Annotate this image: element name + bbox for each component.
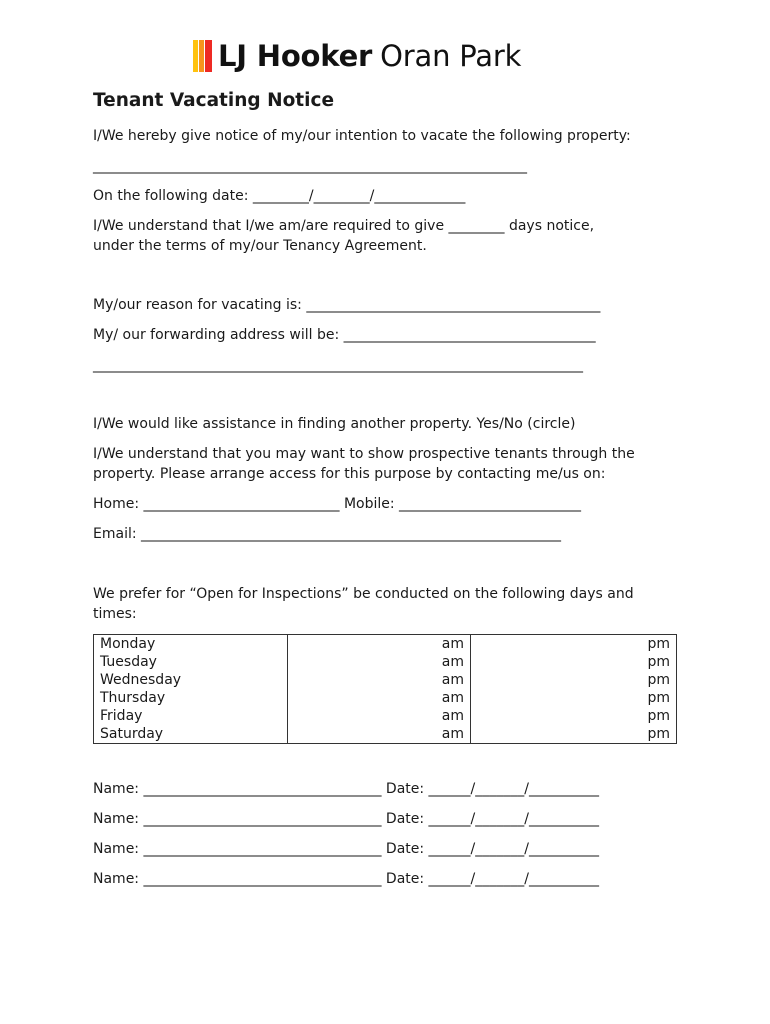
schedule-pm-cell[interactable]: pm — [471, 635, 677, 654]
assistance-question[interactable]: I/We would like assistance in finding another property. Yes/No (circle) — [93, 416, 576, 432]
schedule-am-cell[interactable]: am — [288, 653, 471, 671]
inspection-text-1: We prefer for “Open for Inspections” be conducted on the following days and — [93, 586, 634, 602]
schedule-am-cell[interactable]: am — [288, 635, 471, 654]
schedule-row — [94, 635, 677, 654]
schedule-pm-cell[interactable]: pm — [471, 689, 677, 707]
email-field[interactable]: Email: ____________________________________________________________ — [93, 526, 562, 542]
logo-stripes-icon — [193, 40, 212, 72]
inspection-schedule-table — [93, 634, 677, 744]
reason-field[interactable]: My/our reason for vacating is: __________________________________________ — [93, 297, 601, 313]
show-text-2: property. Please arrange access for this purpose by contacting me/us on: — [93, 466, 606, 482]
forwarding-address-field[interactable]: My/ our forwarding address will be: ____________________________________ — [93, 327, 596, 343]
schedule-row — [94, 707, 677, 725]
schedule-day: Wednesday — [94, 671, 288, 689]
vacate-date-field[interactable]: On the following date: ________/________/_____________ — [93, 188, 466, 204]
schedule-am-cell[interactable]: am — [288, 671, 471, 689]
schedule-row — [94, 689, 677, 707]
phone-fields[interactable]: Home: ____________________________ Mobile: __________________________ — [93, 496, 582, 512]
show-text-1: I/We understand that you may want to show prospective tenants through the — [93, 446, 635, 462]
schedule-row — [94, 671, 677, 689]
notice-text: under the terms of my/our Tenancy Agreement. — [93, 238, 427, 254]
schedule-pm-cell[interactable]: pm — [471, 653, 677, 671]
schedule-day: Monday — [94, 635, 288, 654]
property-field[interactable]: ______________________________________________________________ — [93, 158, 527, 174]
inspection-text-2: times: — [93, 606, 137, 622]
schedule-day: Tuesday — [94, 653, 288, 671]
notice-days-field[interactable]: I/We understand that I/we am/are required to give ________ days notice, — [93, 218, 595, 234]
schedule-am-cell[interactable]: am — [288, 689, 471, 707]
schedule-pm-cell[interactable]: pm — [471, 707, 677, 725]
schedule-row — [94, 653, 677, 671]
logo-brand: LJ Hooker — [218, 39, 373, 73]
brand-logo — [193, 36, 521, 76]
schedule-row — [94, 725, 677, 744]
schedule-am-cell[interactable]: am — [288, 725, 471, 744]
schedule-day: Friday — [94, 707, 288, 725]
intro-text: I/We hereby give notice of my/our intention to vacate the following property: — [93, 128, 631, 144]
schedule-day: Thursday — [94, 689, 288, 707]
schedule-day: Saturday — [94, 725, 288, 744]
form-title: Tenant Vacating Notice — [93, 90, 334, 111]
schedule-am-cell[interactable]: am — [288, 707, 471, 725]
logo-text — [218, 39, 521, 73]
logo-office: Oran Park — [380, 39, 522, 73]
signature-line-1[interactable]: Name: __________________________________ Date: ______/_______/__________ — [93, 781, 599, 797]
signature-line-3[interactable]: Name: __________________________________ Date: ______/_______/__________ — [93, 841, 599, 857]
schedule-pm-cell[interactable]: pm — [471, 725, 677, 744]
signature-line-4[interactable]: Name: __________________________________ Date: ______/_______/__________ — [93, 871, 599, 887]
signature-line-2[interactable]: Name: __________________________________ Date: ______/_______/__________ — [93, 811, 599, 827]
schedule-pm-cell[interactable]: pm — [471, 671, 677, 689]
forwarding-address-field-2[interactable]: ______________________________________________________________________ — [93, 357, 583, 373]
